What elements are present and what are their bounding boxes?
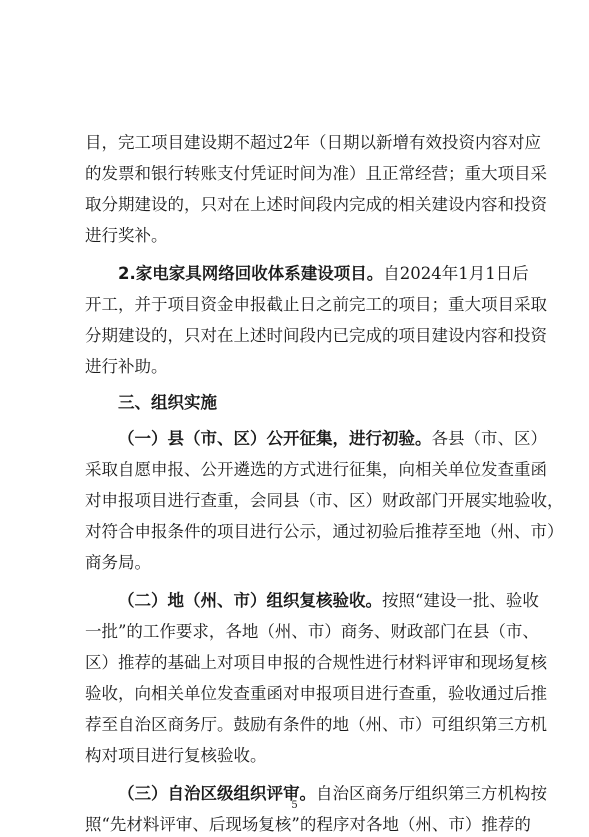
paragraph-line: 验收，向相关单位发查重函对申报项目进行查重，验收通过后推 <box>85 684 547 703</box>
paragraph-line: 分期建设的，只对在上述时间段内已完成的项目建设内容和投资 <box>85 326 547 345</box>
paragraph-line: 照“先材料评审、后现场复核”的程序对各地（州、市）推荐的 <box>85 815 531 834</box>
paragraph-line: 构对项目进行复核验收。 <box>85 746 267 765</box>
paragraph-line: 商务局。 <box>85 553 151 572</box>
paragraph-text: 各县（市、区） <box>431 429 547 448</box>
paragraph-line: 对符合申报条件的项目进行公示，通过初验后推荐至地（州、市） <box>85 522 564 541</box>
item-heading: 2.家电家具网络回收体系建设项目。 <box>118 264 384 283</box>
paragraph-line: 取分期建设的，只对在上述时间段内完成的相关建设内容和投资 <box>85 195 547 214</box>
paragraph-line: 目，完工项目建设期不超过2年（日期以新增有效投资内容对应 <box>85 133 541 152</box>
paragraph-line: 进行奖补。 <box>85 226 168 245</box>
paragraph-text: 按照“建设一批、验收 <box>382 591 539 610</box>
subsection-heading: （一）县（市、区）公开征集，进行初验。 <box>118 429 432 448</box>
subsection-heading: （三）自治区级组织评审。 <box>118 784 316 803</box>
paragraph-line: 采取自愿申报、公开遴选的方式进行征集，向相关单位发查重函 <box>85 460 547 479</box>
paragraph-line: 对申报项目进行查重，会同县（市、区）财政部门开展实地验收， <box>85 491 564 510</box>
subsection-heading: （二）地（州、市）组织复核验收。 <box>118 591 382 610</box>
paragraph-line: 进行补助。 <box>85 357 168 376</box>
paragraph-text: 自2024年1月1日后 <box>383 264 529 283</box>
paragraph-text: 自治区商务厅组织第三方机构按 <box>316 784 547 803</box>
paragraph-line: 荐至自治区商务厅。鼓励有条件的地（州、市）可组织第三方机 <box>85 715 547 734</box>
paragraph-first-line <box>118 264 529 284</box>
paragraph-line: 的发票和银行转账支付凭证时间为准）且正常经营；重大项目采 <box>85 164 547 183</box>
section-heading: 三、组织实施 <box>118 393 217 412</box>
paragraph-line: 区）推荐的基础上对项目申报的合规性进行材料评审和现场复核 <box>85 653 547 672</box>
page-number: 5 <box>291 800 298 811</box>
paragraph-first-line <box>118 591 539 611</box>
paragraph-line: 一批”的工作要求，各地（州、市）商务、财政部门在县（市、 <box>85 622 539 641</box>
paragraph-first-line <box>118 429 547 449</box>
paragraph-line: 开工，并于项目资金申报截止日之前完工的项目；重大项目采取 <box>85 295 547 314</box>
